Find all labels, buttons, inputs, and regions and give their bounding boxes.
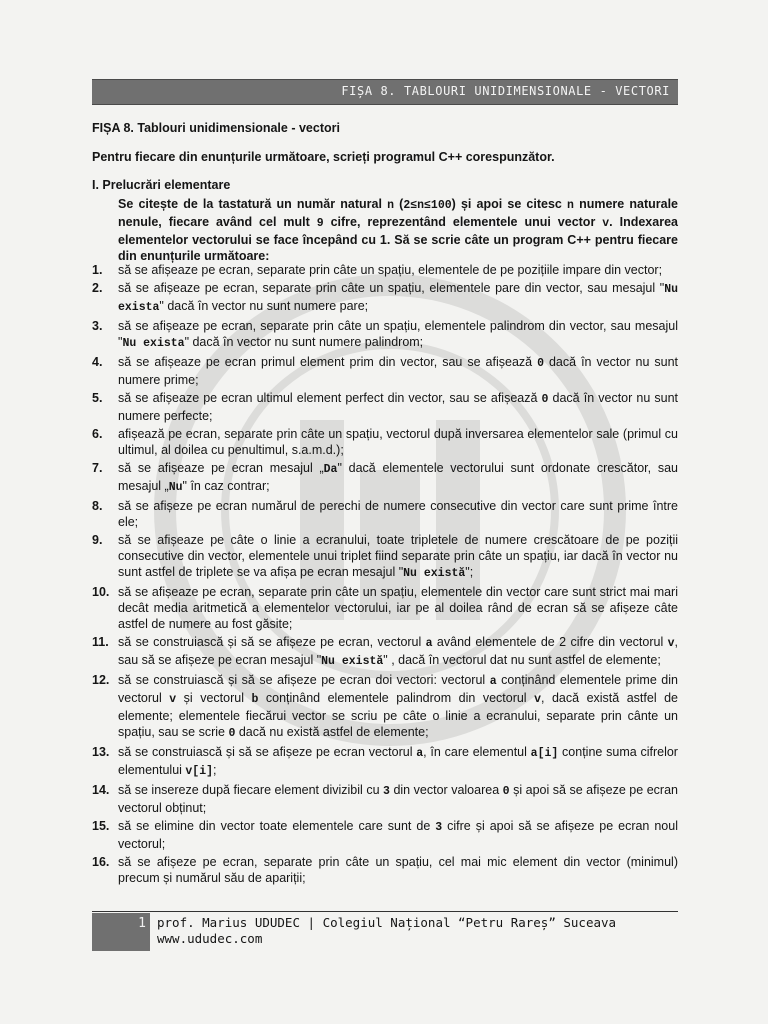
header-band-text: FIȘA 8. TABLOURI UNIDIMENSIONALE - VECTORI bbox=[341, 84, 670, 98]
exercise-text: să se afișeaze pe ecran ultimul element perfect din vector, sau se afișează bbox=[118, 391, 542, 405]
exercise-number: 14. bbox=[92, 783, 110, 797]
exercise-code: 0 bbox=[502, 785, 510, 798]
exercise-code: a bbox=[416, 747, 424, 760]
exercise-text: " dacă elementele vectorului sunt ordonate crescător, sau mesajul „ bbox=[118, 461, 678, 493]
exercise-text: "; bbox=[465, 565, 474, 579]
statement-code: 2≤n≤100 bbox=[403, 199, 452, 212]
exercise-item bbox=[92, 634, 678, 670]
exercise-code: Nu există bbox=[403, 567, 466, 580]
exercise-list bbox=[92, 262, 678, 888]
exercise-item bbox=[92, 280, 678, 316]
exercise-code: 0 bbox=[537, 357, 544, 370]
exercise-text: să se afișeaze pe ecran mesajul „ bbox=[118, 461, 324, 475]
exercise-text: conținând elementele palindrom din vectorul bbox=[258, 691, 535, 705]
exercise-code: v bbox=[534, 693, 541, 706]
exercise-number: 7. bbox=[92, 461, 103, 475]
exercise-text: și vectorul bbox=[176, 691, 252, 705]
statement-code: v bbox=[602, 217, 610, 230]
problem-statement bbox=[118, 196, 678, 264]
exercise-code: a bbox=[489, 675, 497, 688]
exercise-text: cifre și apoi să se afișeze pe ecran noul vectorul; bbox=[118, 819, 678, 851]
exercise-code: 3 bbox=[435, 821, 443, 834]
exercise-item bbox=[92, 498, 678, 530]
exercise-code: Nu exista bbox=[118, 283, 678, 314]
exercise-text: să se afișeaze pe câte o linie a ecranului, toate tripletele de numere crescătoare de pe poziții consecutive din vector, elementele unui triplet fiind separate prin câte un spațiu, iar dacă în vector nu sunt astfel de triplete se va afișa pe ecran mesajul " bbox=[118, 533, 678, 579]
exercise-number: 8. bbox=[92, 499, 103, 513]
exercise-number: 13. bbox=[92, 745, 110, 759]
exercise-text: " dacă în vector nu sunt numere pare; bbox=[159, 299, 369, 313]
exercise-code: 3 bbox=[383, 785, 390, 798]
statement-text: ( bbox=[393, 197, 404, 211]
exercise-text: conținând elementele prime din vectorul bbox=[118, 673, 678, 705]
exercise-item bbox=[92, 782, 678, 816]
section-heading: I. Prelucrări elementare bbox=[92, 178, 231, 192]
statement-text: . Indexarea elementelor vectorului se face începând cu 1. Să se scrie câte un program C++ pentru fiecare din enunțurile următoare: bbox=[118, 215, 678, 263]
exercise-text: să se afișeaze pe ecran, separate prin câte un spațiu, elementele de pe pozițiile impare din vector; bbox=[118, 263, 663, 277]
exercise-text: să se afișeze pe ecran numărul de perechi de numere consecutive din vector care sunt prime între ele; bbox=[118, 499, 678, 529]
footer-text bbox=[157, 915, 616, 947]
exercise-text: dacă în vector nu sunt numere perfecte; bbox=[118, 391, 678, 423]
exercise-text: , sau să se afișeze pe ecran mesajul " bbox=[118, 635, 678, 667]
exercise-text: dacă nu există astfel de elemente; bbox=[235, 725, 429, 739]
exercise-text: să se construiască și să se afișeze pe ecran doi vectori: vectorul bbox=[118, 673, 490, 687]
exercise-text: " dacă în vector nu sunt numere palindrom; bbox=[184, 335, 424, 349]
exercise-text: să se elimine din vector toate elementele care sunt de bbox=[118, 819, 436, 833]
exercise-item bbox=[92, 318, 678, 352]
statement-code: n bbox=[387, 199, 394, 212]
header-band bbox=[92, 79, 678, 105]
exercise-item bbox=[92, 672, 678, 742]
footer-author: prof. Marius UDUDEC | Colegiul Național “Petru Rareș” Suceava bbox=[157, 915, 617, 930]
exercise-item bbox=[92, 744, 678, 780]
exercise-text: și apoi să se afișeze pe ecran vectorul obținut; bbox=[118, 783, 678, 815]
exercise-number: 11. bbox=[92, 635, 109, 649]
exercise-number: 6. bbox=[92, 427, 103, 441]
statement-text: cifre, reprezentând elementele unui vector bbox=[323, 215, 603, 229]
exercise-code: 0 bbox=[228, 727, 236, 740]
exercise-code: Nu există bbox=[321, 655, 384, 668]
exercise-number: 5. bbox=[92, 391, 103, 405]
exercise-text: , dacă există astfel de elemente; elementele fiecărui vector se scriu pe câte o linie a ecranului, separate prin cânte un spațiu, sau se scrie bbox=[118, 691, 679, 739]
exercise-number: 2. bbox=[92, 281, 103, 295]
exercise-text: să se construiască și să se afișeze pe ecran, vectorul bbox=[118, 635, 426, 649]
statement-text: Se citește de la tastatură un număr natural bbox=[118, 197, 388, 211]
exercise-number: 3. bbox=[92, 319, 103, 333]
exercise-text: " în caz contrar; bbox=[182, 479, 270, 493]
exercise-text: să se insereze după fiecare element divizibil cu bbox=[118, 783, 384, 797]
exercise-text: să se afișeze pe ecran, separate prin câte un spațiu, cel mai mic element din vector (minimul) precum și numărul său de apariții; bbox=[118, 855, 678, 885]
exercise-text: din vector valoarea bbox=[389, 783, 503, 797]
exercise-number: 12. bbox=[92, 673, 110, 687]
exercise-number: 1. bbox=[92, 263, 103, 277]
exercise-number: 9. bbox=[92, 533, 103, 547]
exercise-code: v bbox=[667, 637, 675, 650]
page-title: FIȘA 8. Tablouri unidimensionale - vectori bbox=[92, 121, 340, 135]
exercise-code: b bbox=[251, 693, 259, 706]
exercise-text: să se construiască și să se afișeze pe ecran vectorul bbox=[118, 745, 417, 759]
exercise-text: conține suma cifrelor elementului bbox=[118, 745, 678, 777]
exercise-text: având elementele de 2 cifre din vectorul bbox=[432, 635, 668, 649]
exercise-text: să se afișeaze pe ecran, separate prin câte un spațiu, elementele palindrom din vector, sau mesajul " bbox=[118, 319, 678, 349]
exercise-item bbox=[92, 854, 678, 886]
exercise-code: a[i] bbox=[530, 747, 559, 760]
exercise-item bbox=[92, 426, 678, 458]
exercise-number: 4. bbox=[92, 355, 103, 369]
exercise-text: " , dacă în vectorul dat nu sunt astfel de elemente; bbox=[383, 653, 661, 667]
exercise-item bbox=[92, 262, 678, 278]
page-number: 1 bbox=[138, 916, 146, 931]
exercise-text: să se afișeaze pe ecran, separate prin câte un spațiu, elementele din vector care sunt strict mai mari decât media aritmetică a elementelor vectorului, iar pe al doilea rând de ecran să se afișeze câte astfel de numere au fost găsite; bbox=[118, 585, 678, 631]
exercise-item bbox=[92, 460, 678, 496]
exercise-code: a bbox=[425, 637, 433, 650]
exercise-code: v bbox=[169, 693, 177, 706]
exercise-item bbox=[92, 584, 678, 632]
exercise-code: Nu exista bbox=[122, 337, 185, 350]
exercise-item bbox=[92, 354, 678, 388]
exercise-text: dacă în vector nu sunt numere prime; bbox=[118, 355, 678, 387]
exercise-item bbox=[92, 390, 678, 424]
exercise-number: 16. bbox=[92, 855, 110, 869]
page-number-tab bbox=[92, 913, 150, 951]
exercise-code: Nu bbox=[168, 481, 183, 494]
exercise-code: 0 bbox=[541, 393, 549, 406]
exercise-text: ; bbox=[213, 763, 217, 777]
exercise-code: v[i] bbox=[185, 765, 214, 778]
exercise-number: 10. bbox=[92, 585, 110, 599]
exercise-text: , în care elementul bbox=[423, 745, 531, 759]
exercise-text: să se afișeaze pe ecran primul element prim din vector, sau se afișează bbox=[118, 355, 538, 369]
exercise-item bbox=[92, 532, 678, 582]
exercise-text: afișează pe ecran, separate prin câte un spațiu, vectorul după inversarea elementelor sale (primul cu ultimul, al doilea cu penultimul, s.a.m.d.); bbox=[118, 427, 678, 457]
exercise-code: Da bbox=[323, 463, 338, 476]
footer-rule bbox=[92, 911, 678, 912]
statement-text: numere naturale nenule, fiecare având cel mult bbox=[118, 197, 679, 229]
statement-text: ) și apoi se citesc bbox=[451, 197, 568, 211]
exercise-item bbox=[92, 818, 678, 852]
intro-text: Pentru fiecare din enunțurile următoare, scrieți programul C++ corespunzător. bbox=[92, 150, 555, 164]
footer-website: www.ududec.com bbox=[157, 931, 263, 946]
statement-code: n bbox=[567, 199, 574, 212]
exercise-text: să se afișeaze pe ecran, separate prin câte un spațiu, elementele pare din vector, sau mesajul " bbox=[118, 281, 665, 295]
statement-code: 9 bbox=[316, 217, 324, 230]
exercise-number: 15. bbox=[92, 819, 110, 833]
